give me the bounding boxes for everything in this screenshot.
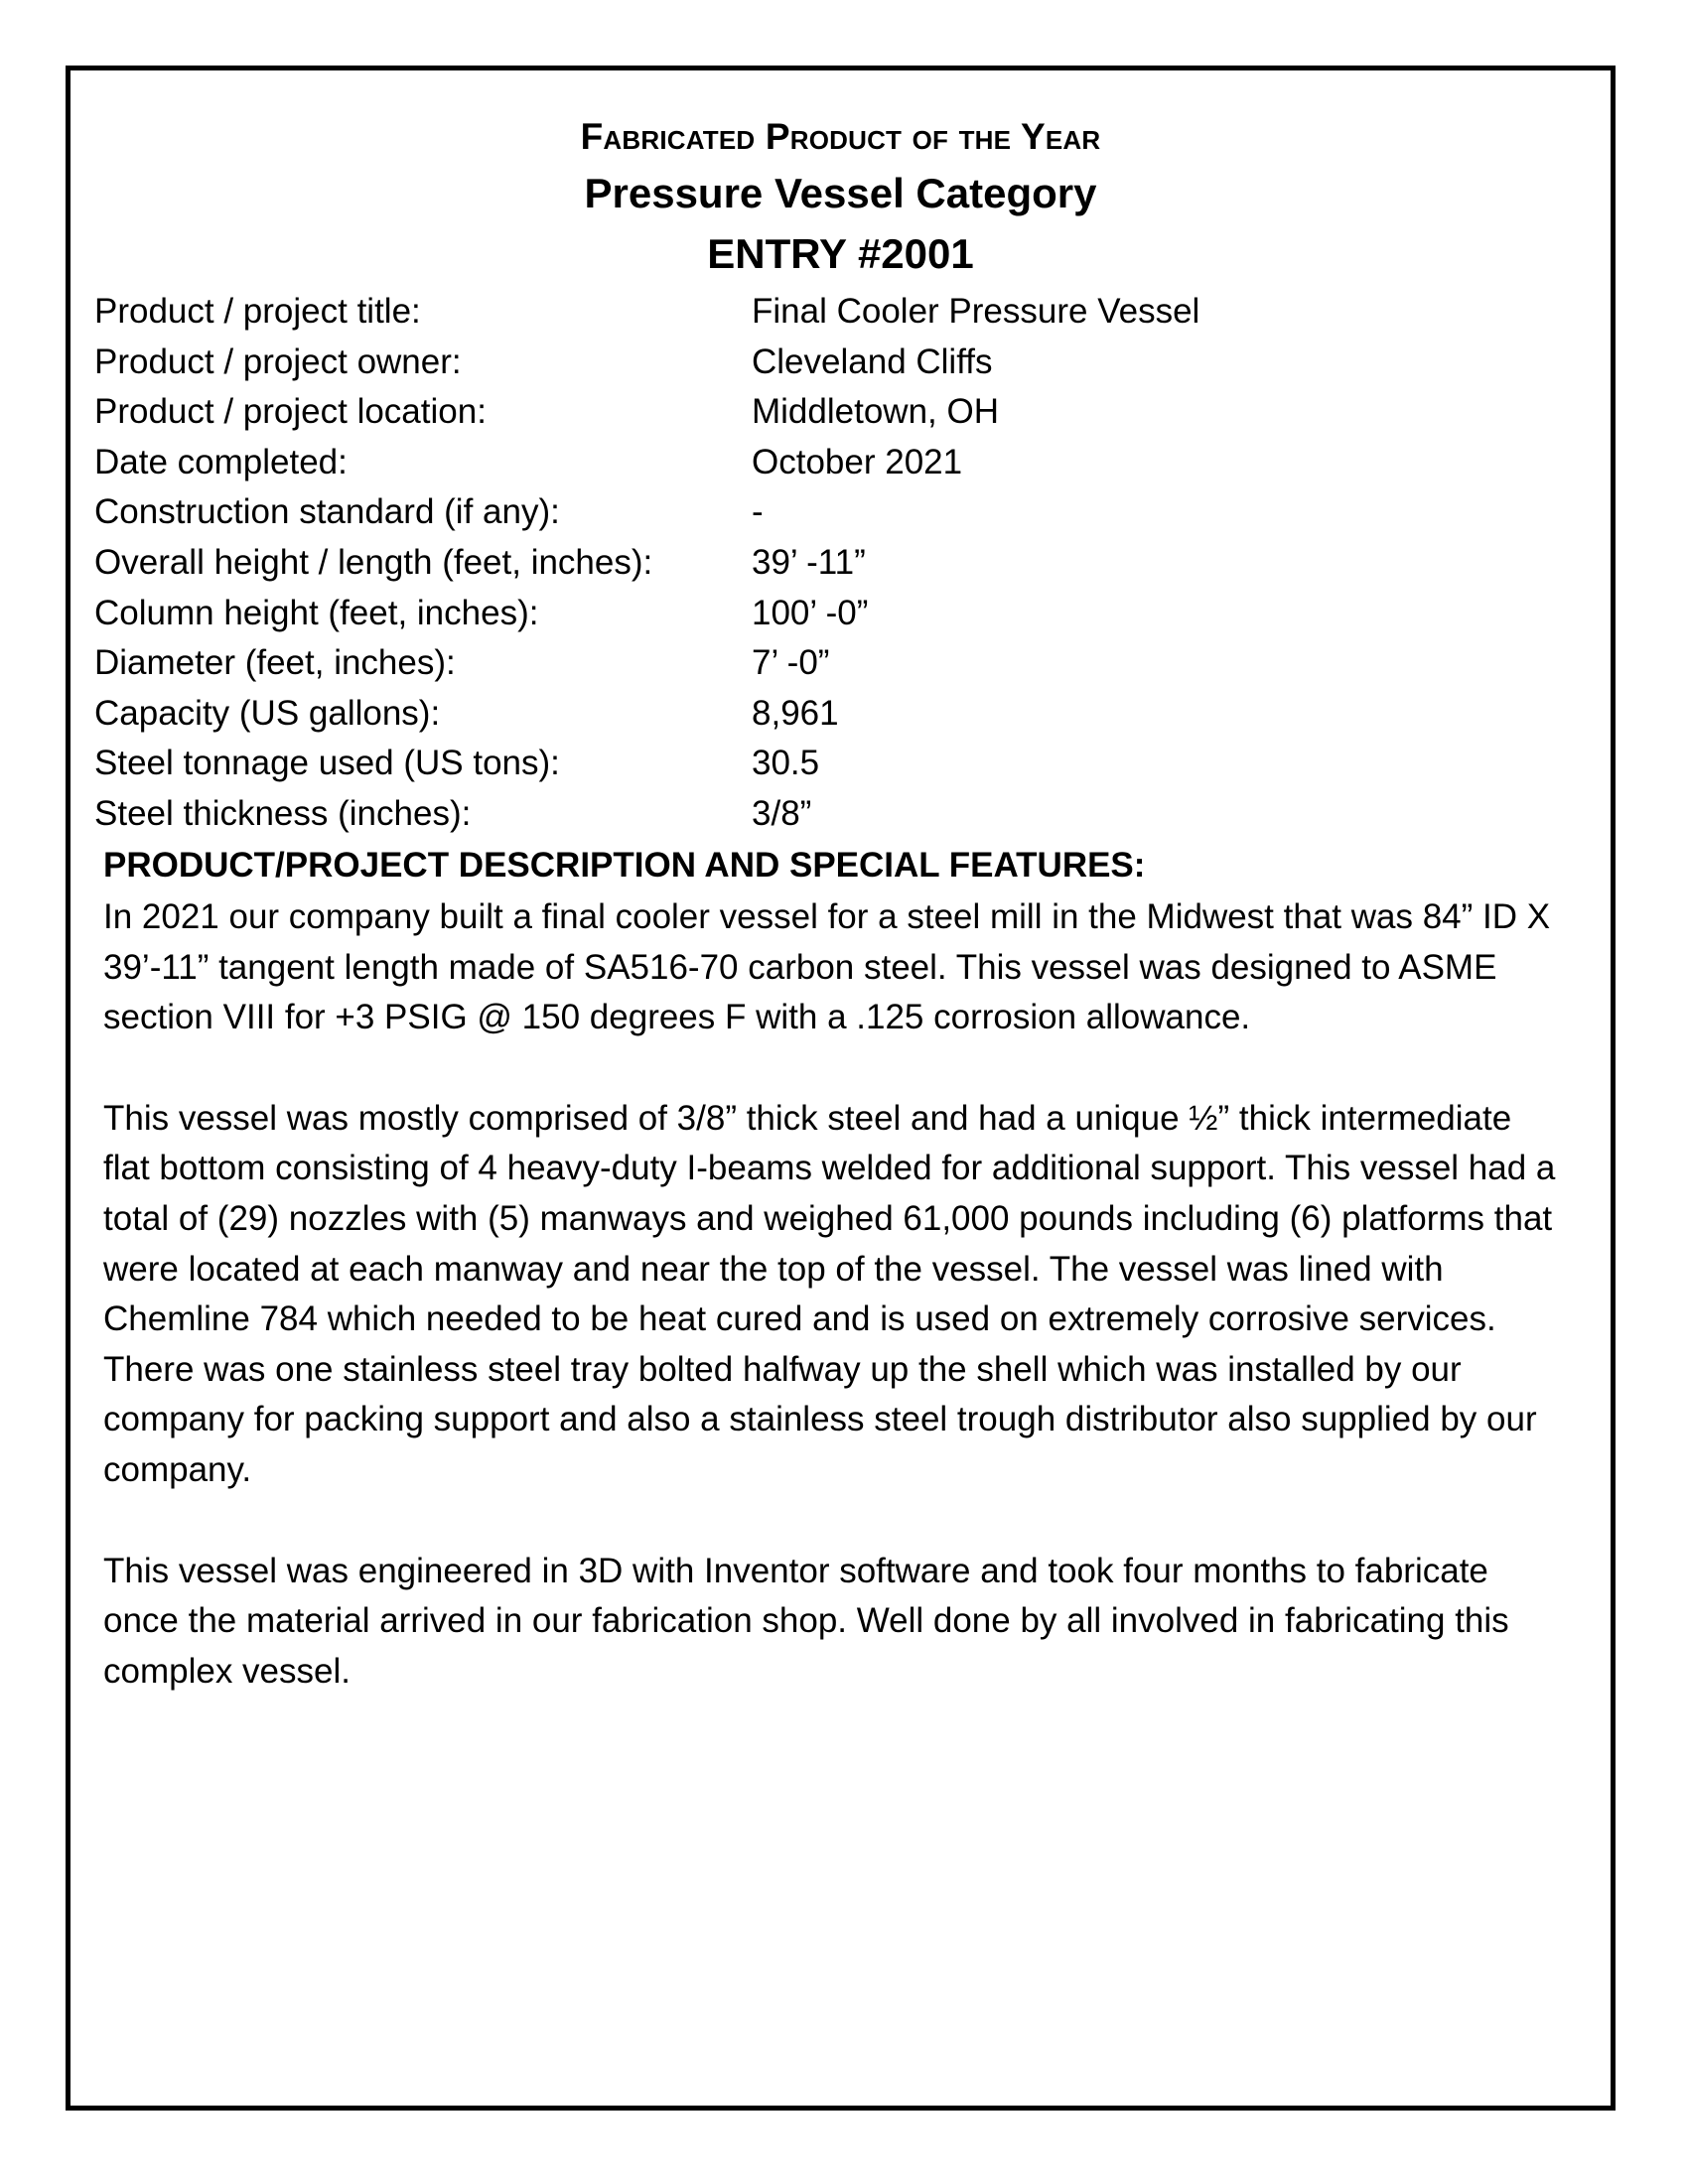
field-label: Date completed: [94, 442, 348, 481]
field-row [94, 287, 1584, 338]
field-row [94, 789, 1584, 840]
field-value: 3/8” [752, 793, 812, 833]
field-row [94, 538, 1584, 589]
field-row [94, 438, 1584, 488]
field-label: Steel tonnage used (US tons): [94, 744, 560, 783]
description-paragraph: In 2021 our company built a final cooler vessel for a steel mill in the Midwest that was 84” ID X 39’-11” tangent length made of SA516-70 carbon steel. This vessel was designed to ASME section VIII for +3 PSIG @ 150 degrees F with a .125 corrosion allowance. [103, 897, 1551, 1037]
field-row [94, 487, 1584, 538]
field-label: Diameter (feet, inches): [94, 643, 456, 683]
field-value: 30.5 [752, 744, 820, 783]
field-value: - [752, 492, 764, 532]
field-label: Construction standard (if any): [94, 492, 560, 532]
field-value: Middletown, OH [752, 392, 999, 432]
field-row [94, 638, 1584, 689]
field-value: 39’ -11” [752, 542, 866, 582]
description-body [103, 892, 1563, 1747]
page-border [66, 66, 1616, 2111]
field-value: October 2021 [752, 442, 963, 481]
description-heading: PRODUCT/PROJECT DESCRIPTION AND SPECIAL FEATURES: [103, 846, 1146, 885]
field-row [94, 589, 1584, 639]
field-value: Final Cooler Pressure Vessel [752, 292, 1200, 331]
field-label: Column height (feet, inches): [94, 593, 539, 632]
award-title: Fabricated Product of the Year [580, 116, 1101, 157]
field-label: Product / project owner: [94, 341, 462, 381]
field-value: 100’ -0” [752, 593, 869, 632]
field-row [94, 338, 1584, 388]
field-row [94, 387, 1584, 438]
field-row [94, 689, 1584, 740]
project-fields [94, 287, 1584, 840]
field-label: Product / project location: [94, 392, 487, 432]
field-value: 7’ -0” [752, 643, 830, 683]
category-title: Pressure Vessel Category [584, 170, 1097, 216]
field-label: Product / project title: [94, 292, 421, 331]
description-paragraph: This vessel was mostly comprised of 3/8” thick steel and had a unique ½” thick intermediate flat bottom consisting of 4 heavy-duty I-beams welded for additional support. This vessel had a total of (29) nozzles with (5) manways and weighed 61,000 pounds including (6) platforms that were located at each manway and near the top of the vessel. The vessel was lined with Chemline 784 which needed to be heat cured and is used on extremely corrosive services. There was one stainless steel tray bolted halfway up the shell which was installed by our company for packing support and also a stainless steel trough distributor also supplied by our company. [103, 1098, 1556, 1489]
field-label: Steel thickness (inches): [94, 793, 472, 833]
entry-number: ENTRY #2001 [707, 230, 974, 277]
field-value: 8,961 [752, 693, 839, 733]
field-label: Overall height / length (feet, inches): [94, 542, 653, 582]
field-value: Cleveland Cliffs [752, 341, 993, 381]
description-paragraph: This vessel was engineered in 3D with Inventor software and took four months to fabricate once the material arrived in our fabrication shop. Well done by all involved in fabricating this complex vessel. [103, 1551, 1509, 1691]
field-label: Capacity (US gallons): [94, 693, 441, 733]
field-row [94, 739, 1584, 789]
